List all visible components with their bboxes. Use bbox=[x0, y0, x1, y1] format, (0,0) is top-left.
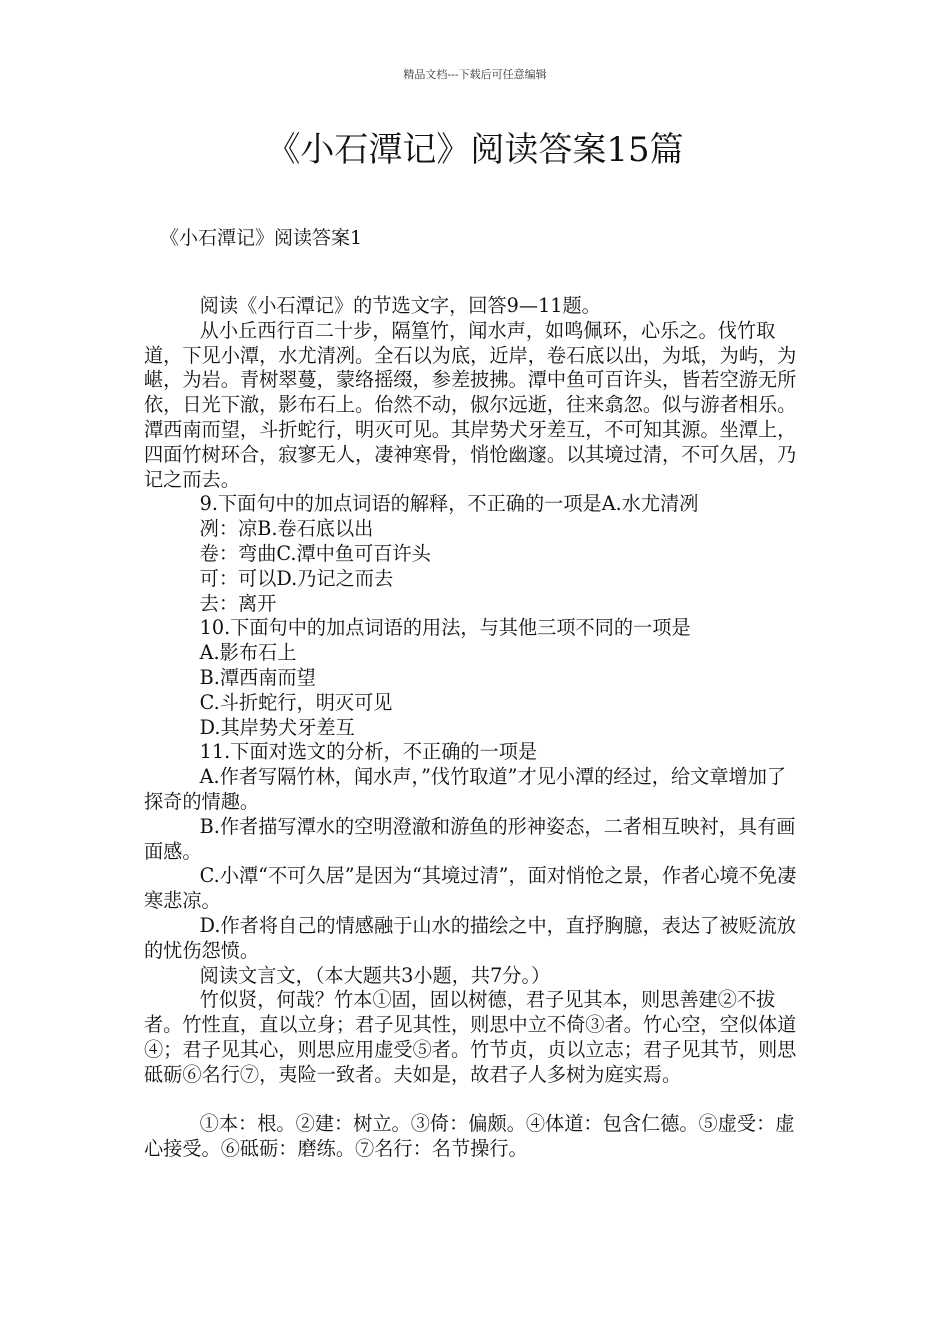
question-9-option: 冽：凉B.卷石底以出 bbox=[199, 517, 374, 541]
document-body bbox=[144, 294, 804, 1162]
paragraph-passage-bamboo: 竹似贤，何哉？竹本①固，固以树德，君子见其本，则思善建②不拔者。竹性直，直以立身；君子见其性，则思中立不倚③者。竹心空，空似体道④；君子见其心，则思应用虚受⑤者。竹节贞，贞以立志；君子见其节，则思砥砺⑥名行⑦，夷险一致者。夫如是，故君子人多树为庭实焉。 bbox=[144, 988, 797, 1086]
question-11-option: C.小潭“不可久居”是因为“其境过清”，面对悄怆之景，作者心境不免凄寒悲凉。 bbox=[144, 864, 797, 913]
question-9-option: 去：离开 bbox=[199, 591, 277, 615]
question-9-option: 可：可以D.乃记之而去 bbox=[199, 566, 394, 590]
paragraph-intro: 阅读《小石潭记》的节选文字，回答9—11题。 bbox=[199, 294, 601, 317]
paragraph-notes: ①本：根。②建：树立。③倚：偏颇。④体道：包含仁德。⑤虚受：虚心接受。⑥砥砺：磨练。⑦名行：名节操行。 bbox=[144, 1112, 795, 1161]
question-9-option: 卷：弯曲C.潭中鱼可百许头 bbox=[199, 541, 431, 565]
question-9: 9.下面句中的加点词语的解释，不正确的一项是A.水尤清冽 bbox=[199, 492, 699, 516]
question-10-option: B.潭西南而望 bbox=[199, 665, 316, 689]
document-title: 《小石潭记》阅读答案15篇 bbox=[266, 130, 684, 170]
question-10-option: D.其岸势犬牙差互 bbox=[199, 715, 355, 739]
question-10: 10.下面句中的加点词语的用法，与其他三项不同的一项是 bbox=[199, 616, 691, 640]
question-11-option: B.作者描写潭水的空明澄澈和游鱼的形神姿态，二者相互映衬，具有画面感。 bbox=[144, 814, 796, 863]
page-header: 精品文档---下载后可任意编辑 bbox=[403, 68, 547, 81]
question-11-option: A.作者写隔竹林，闻水声，”伐竹取道”才见小潭的经过，给文章增加了探奇的情趣。 bbox=[144, 765, 787, 813]
section-heading: 《小石潭记》阅读答案1 bbox=[160, 227, 363, 249]
paragraph-passage: 从小丘西行百二十步，隔篁竹，闻水声，如鸣佩环，心乐之。伐竹取道，下见小潭，水尤清冽。全石以为底，近岸，卷石底以出，为坻，为屿，为嵁，为岩。青树翠蔓，蒙络摇缀，参差披拂。潭中鱼可百许头，皆若空游无所依，日光下澈，影布石上。佁然不动，俶尔远逝，往来翕忽。似与游者相乐。潭西南而望，斗折蛇行，明灭可见。其岸势犬牙差互，不可知其源。坐潭上，四面竹树环合，寂寥无人，凄神寒骨，悄怆幽邃。以其境过清，不可久居，乃记之而去。 bbox=[144, 318, 797, 491]
paragraph-instruction: 阅读文言文，（本大题共3小题，共7分。） bbox=[199, 963, 551, 987]
question-11-option: D.作者将自己的情感融于山水的描绘之中，直抒胸臆，表达了被贬流放的忧伤怨愤。 bbox=[144, 913, 797, 962]
question-11: 11.下面对选文的分析，不正确的一项是 bbox=[199, 740, 538, 764]
question-10-option: A.影布石上 bbox=[199, 641, 297, 665]
question-10-option: C.斗折蛇行，明灭可见 bbox=[199, 690, 393, 714]
